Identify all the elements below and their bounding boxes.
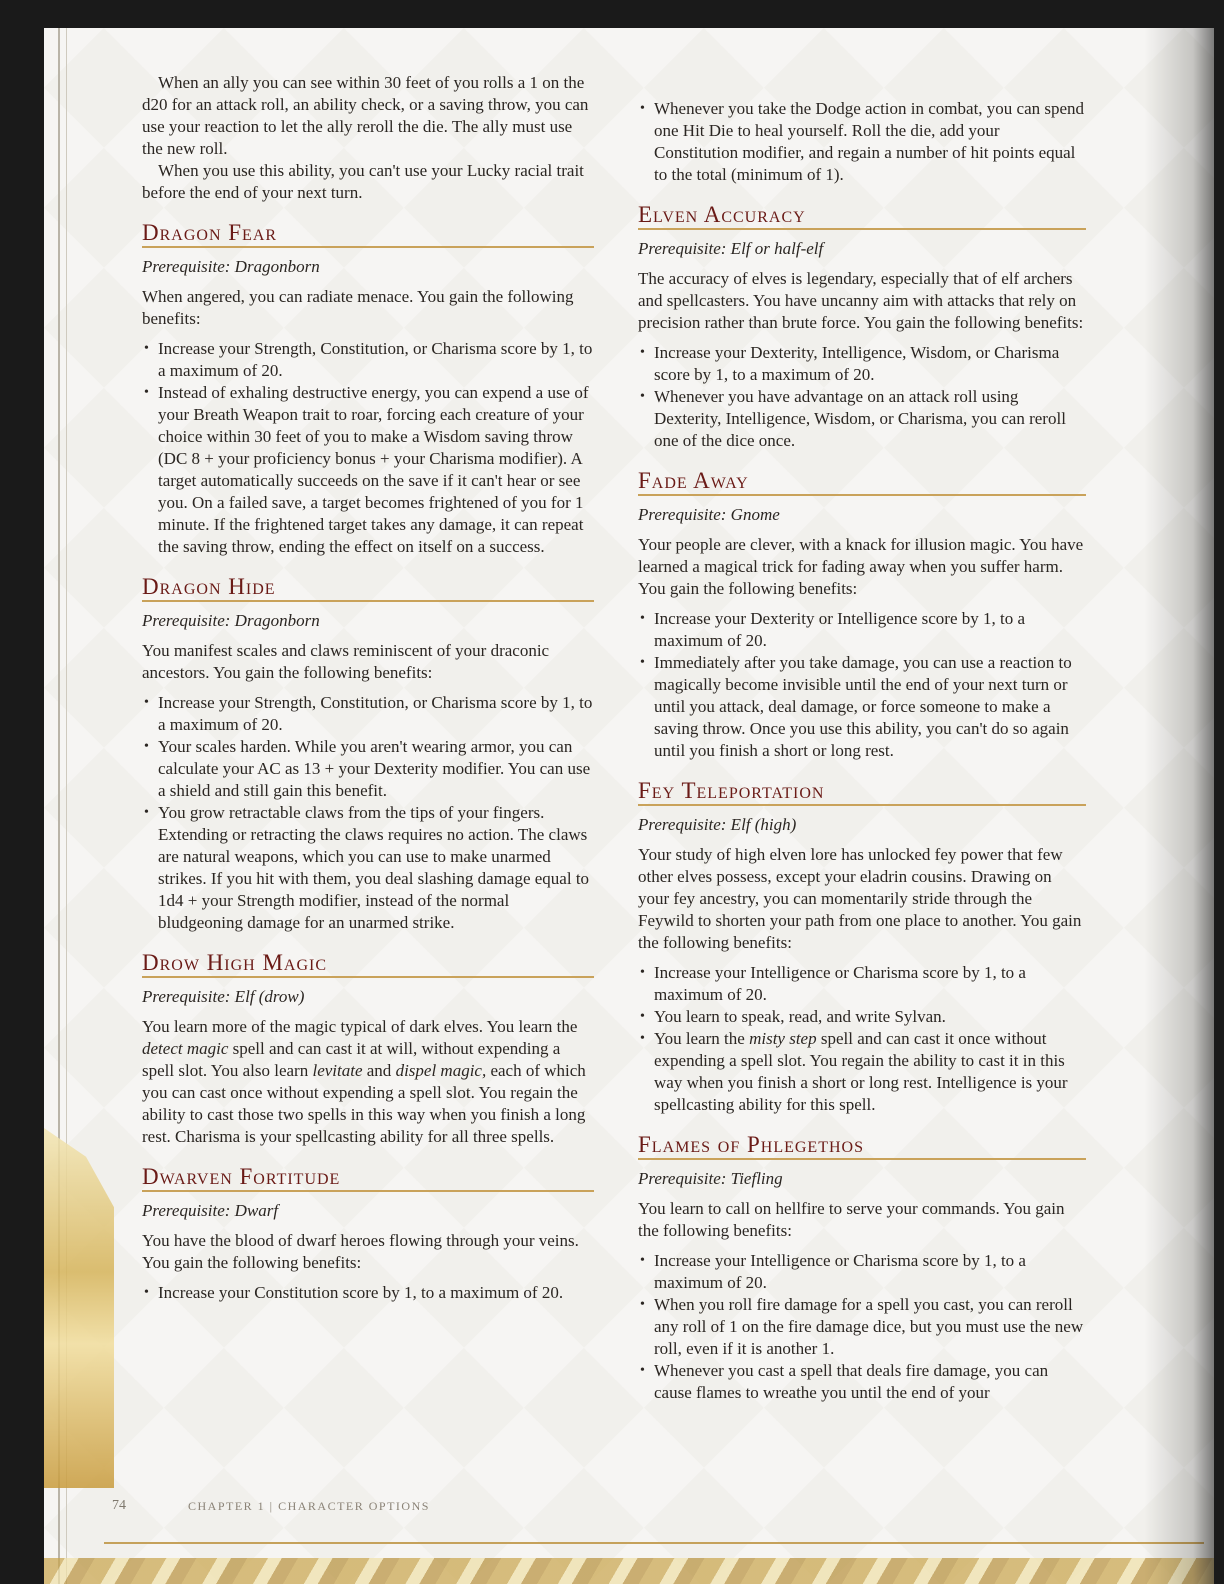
- benefit-item: • Increase your Intelligence or Charisma score by 1, to a maximum of 20.: [638, 962, 1086, 1006]
- benefit-item: • Increase your Strength, Constitution, or Charisma score by 1, to a maximum of 20.: [142, 338, 594, 382]
- text-run: You learn the: [654, 1029, 750, 1048]
- benefit-list: [142, 338, 594, 558]
- text-run: You learn more of the magic typical of dark elves. You learn the: [142, 1017, 578, 1036]
- prerequisite: Prerequisite: Dragonborn: [142, 257, 320, 276]
- spell-name: levitate: [312, 1061, 363, 1080]
- benefit-list: [142, 692, 594, 934]
- text-run: each of which you can cast once without expending a spell slot. You regain the ability to cast those two spells in this way when you finish a long rest. Charisma is your spellcasting ability for all three spells.: [142, 1061, 586, 1146]
- prerequisite: Prerequisite: Elf (drow): [142, 987, 305, 1006]
- benefit-list: [638, 608, 1086, 762]
- feat-description: You have the blood of dwarf heroes flowing through your veins. You gain the following benefits:: [142, 1231, 579, 1272]
- benefit-list: [638, 962, 1086, 1116]
- gold-bottom-band: [44, 1558, 1214, 1584]
- benefit-item: • Immediately after you take damage, you can use a reaction to magically become invisible until the end of your next turn or until you attack, deal damage, or force someone to make a saving throw. Once you use this ability, you can't do so again until you finish a short or long rest.: [638, 652, 1086, 762]
- prerequisite: Prerequisite: Elf (high): [638, 815, 797, 834]
- feat-title-drow-high-magic: Drow High Magic: [142, 952, 594, 978]
- chapter-footer: CHAPTER 1 | CHARACTER OPTIONS: [188, 1499, 430, 1513]
- benefit-item: • Increase your Dexterity, Intelligence, Wisdom, or Charisma score by 1, to a maximum of 20.: [638, 342, 1086, 386]
- prerequisite: Prerequisite: Gnome: [638, 505, 780, 524]
- footer-rule: [104, 1542, 1204, 1544]
- benefit-item: • Whenever you cast a spell that deals fire damage, you can cause flames to wreathe you until the end of your: [638, 1360, 1086, 1404]
- page-number: 74: [112, 1498, 126, 1513]
- benefit-item: • When you roll fire damage for a spell you cast, you can reroll any roll of 1 on the fire damage dice, but you must use the new roll, even if it is another 1.: [638, 1294, 1086, 1360]
- feat-title-flames-of-phlegethos: Flames of Phlegethos: [638, 1134, 1086, 1160]
- feat-title-fey-teleportation: Fey Teleportation: [638, 780, 1086, 806]
- text-run: spell and can cast it once without expending a spell slot. You regain the ability to cast it in this way when you finish a short or long rest. Intelligence is your spellcasting ability for this spell.: [654, 1029, 1068, 1114]
- feat-description: When angered, you can radiate menace. You gain the following benefits:: [142, 287, 574, 328]
- feat-title-dragon-hide: Dragon Hide: [142, 576, 594, 602]
- feat-description: You learn to call on hellfire to serve your commands. You gain the following benefits:: [638, 1199, 1065, 1240]
- prerequisite: Prerequisite: Dragonborn: [142, 611, 320, 630]
- prerequisite: Prerequisite: Tiefling: [638, 1169, 783, 1188]
- benefit-item: • Increase your Strength, Constitution, or Charisma score by 1, to a maximum of 20.: [142, 692, 594, 736]
- intro-paragraph-2: When you use this ability, you can't use your Lucky racial trait before the end of your next turn.: [142, 161, 584, 202]
- benefit-item: • You learn to speak, read, and write Sylvan.: [638, 1006, 1086, 1028]
- feat-description: Your people are clever, with a knack for illusion magic. You have learned a magical trick for fading away when you suffer harm. You gain the following benefits:: [638, 535, 1084, 598]
- benefit-item: • Increase your Constitution score by 1, to a maximum of 20.: [142, 1282, 594, 1304]
- benefit-item: • You grow retractable claws from the tips of your fingers. Extending or retracting the claws requires no action. The claws are natural weapons, which you can use to make unarmed strikes. If you hit with them, you deal slashing damage equal to 1d4 + your Strength modifier, instead of the normal bludgeoning damage for an unarmed strike.: [142, 802, 594, 934]
- feat-description: The accuracy of elves is legendary, especially that of elf archers and spellcasters. You have uncanny aim with attacks that rely on precision rather than brute force. You gain the following benefits:: [638, 269, 1084, 332]
- text-run: and: [362, 1061, 396, 1080]
- feat-title-elven-accuracy: Elven Accuracy: [638, 204, 1086, 230]
- prerequisite: Prerequisite: Dwarf: [142, 1201, 279, 1220]
- benefit-item: • Your scales harden. While you aren't wearing armor, you can calculate your AC as 13 + your Dexterity modifier. You can use a shield and still gain this benefit.: [142, 736, 594, 802]
- spell-name: dispel magic,: [395, 1061, 487, 1080]
- prerequisite: Prerequisite: Elf or half-elf: [638, 239, 824, 258]
- feat-description: [142, 1016, 594, 1148]
- intro-paragraph: When an ally you can see within 30 feet of you rolls a 1 on the d20 for an attack roll, an ability check, or a saving throw, you can use your reaction to let the ally reroll the die. The ally must use the new roll.: [142, 73, 589, 158]
- feat-description: You manifest scales and claws reminiscent of your draconic ancestors. You gain the following benefits:: [142, 641, 550, 682]
- left-column: [142, 72, 594, 1314]
- text-run: spell and can cast it at will, without expending a spell slot. You also learn: [142, 1039, 561, 1080]
- binding-shadow: [1144, 28, 1214, 1584]
- benefit-list: [638, 1250, 1086, 1404]
- spell-name: misty step: [749, 1029, 817, 1048]
- benefit-item: • Whenever you have advantage on an attack roll using Dexterity, Intelligence, Wisdom, or Charisma, you can reroll one of the dice once.: [638, 386, 1086, 452]
- benefit-list: [638, 342, 1086, 452]
- right-column: [638, 98, 1086, 1414]
- feat-title-dragon-fear: Dragon Fear: [142, 222, 594, 248]
- feat-title-dwarven-fortitude: Dwarven Fortitude: [142, 1166, 594, 1192]
- benefit-list: [142, 1282, 594, 1304]
- spell-name: detect magic: [142, 1039, 229, 1058]
- feat-title-fade-away: Fade Away: [638, 470, 1086, 496]
- benefit-list: [638, 98, 1086, 186]
- gold-corner-ornament: [44, 1128, 114, 1488]
- benefit-item: • Increase your Intelligence or Charisma score by 1, to a maximum of 20.: [638, 1250, 1086, 1294]
- benefit-item: • Whenever you take the Dodge action in combat, you can spend one Hit Die to heal yourself. Roll the die, add your Constitution modifier, and regain a number of hit points equal to the total (minimum of 1).: [638, 98, 1086, 186]
- benefit-item: • Increase your Dexterity or Intelligence score by 1, to a maximum of 20.: [638, 608, 1086, 652]
- benefit-item: • Instead of exhaling destructive energy, you can expend a use of your Breath Weapon trait to roar, forcing each creature of your choice within 30 feet of you to make a Wisdom saving throw (DC 8 + your proficiency bonus + your Charisma modifier). A target automatically succeeds on the save if it can't hear or see you. On a failed save, a target becomes frightened of you for 1 minute. If the frightened target takes any damage, it can repeat the saving throw, ending the effect on itself on a success.: [142, 382, 594, 558]
- benefit-item: [638, 1028, 1086, 1116]
- feat-description: Your study of high elven lore has unlocked fey power that few other elves possess, except your eladrin cousins. Drawing on your fey ancestry, you can momentarily stride through the Feywild to shorten your path from one place to another. You gain the following benefits:: [638, 845, 1082, 952]
